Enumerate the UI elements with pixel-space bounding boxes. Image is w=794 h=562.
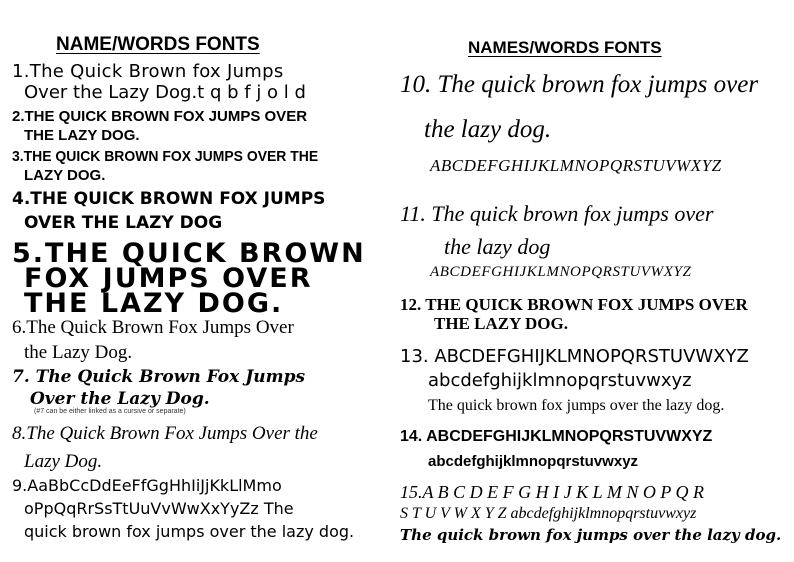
right-column [396,0,788,562]
sample-11-line-1: 11. The quick brown fox jumps over [400,201,714,226]
sample-13-line-3: The quick brown fox jumps over the lazy dog. [428,397,725,414]
sample-9-line-3: quick brown fox jumps over the lazy dog. [24,522,355,541]
sample-1-line-1: 1.The Quick Brown fox Jumps [12,61,284,82]
sample-8-line-2: Lazy Dog. [24,451,103,472]
sample-12-line-2: THE LAZY DOG. [434,314,568,333]
sample-6-line-1: 6.The Quick Brown Fox Jumps Over [12,317,294,338]
sample-7-line-2: Over the Lazy Dog. [30,389,210,409]
sample-4-line-2: OVER THE LAZY DOG [24,213,223,233]
sample-6-line-2: the Lazy Dog. [24,342,133,363]
sample-10-line-1: 10. The quick brown fox jumps over [400,71,759,98]
sample-9-line-1: 9.AaBbCcDdEeFfGgHhIiJjKkLlMmo [12,476,282,495]
sample-14-line-1: 14. ABCDEFGHIJKLMNOPQRSTUVWXYZ [400,428,713,445]
sample-10-line-2: the lazy dog. [424,116,552,143]
sample-2-line-2: THE LAZY DOG. [24,127,140,144]
sample-5-line-2: FOX JUMPS OVER [24,263,313,294]
sample-7-line-1: 7. The Quick Brown Fox Jumps [12,367,306,387]
sample-11-line-3: ABCDEFGHIJKLMNOPQRSTUVWXYZ [430,264,692,280]
right-heading: NAMES/WORDS FONTS [468,38,662,57]
sample-14-line-2: abcdefghijklmnopqrstuvwxyz [428,453,639,470]
sample-3-line-1: 3.THE QUICK BROWN FOX JUMPS OVER THE [12,148,319,165]
sample-8-line-1: 8.The Quick Brown Fox Jumps Over the [12,423,318,444]
sample-10-line-3: ABCDEFGHIJKLMNOPQRSTUVWXYZ [430,156,722,175]
sample-5-line-1: 5.THE QUICK BROWN [12,238,366,269]
sample-7-note: (#7 can be either linked as a cursive or separate) [34,408,186,415]
sample-2-line-1: 2.THE QUICK BROWN FOX JUMPS OVER [12,108,308,125]
sample-15-line-3: The quick brown fox jumps over the lazy dog. [400,526,782,544]
left-column [8,0,390,562]
sample-4-line-1: 4.THE QUICK BROWN FOX JUMPS [12,189,326,209]
sample-9-line-2: oPpQqRrSsTtUuVvWwXxYyZz The [24,499,294,518]
sample-15-line-2: S T U V W X Y Z abcdefghijklmnopqrstuvwxyz [400,505,697,522]
sample-3-line-2: LAZY DOG. [24,167,106,184]
sample-15-line-1: 15.A B C D E F G H I J K L M N O P Q R [400,482,704,502]
sample-11-line-2: the lazy dog [444,234,551,259]
sample-13-line-1: 13. ABCDEFGHIJKLMNOPQRSTUVWXYZ [400,346,749,367]
sample-1-line-2: Over the Lazy Dog.t q b f j o l d [24,82,306,103]
sample-13-line-2: abcdefghijklmnopqrstuvwxyz [428,370,692,391]
sample-5-line-3: THE LAZY DOG. [24,288,284,319]
left-heading: NAME/WORDS FONTS [56,34,260,55]
sample-12-line-1: 12. THE QUICK BROWN FOX JUMPS OVER [400,295,748,314]
